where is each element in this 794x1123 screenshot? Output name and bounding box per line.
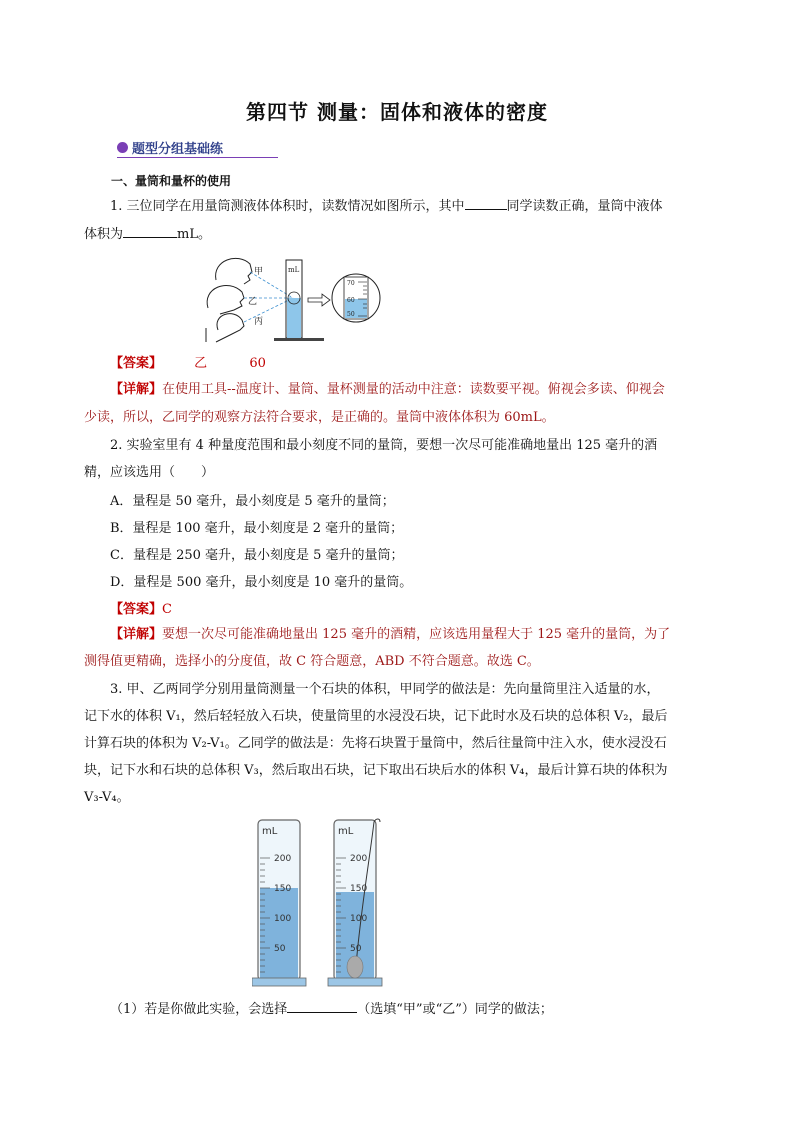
left-tick-150: 150	[274, 884, 292, 894]
q1-blank-1[interactable]	[465, 195, 507, 210]
q3-sub1	[84, 996, 714, 1023]
right-unit: mL	[338, 826, 354, 837]
left-tick-50: 50	[274, 944, 286, 954]
stone-icon	[347, 956, 363, 978]
bullet-dot-icon	[117, 142, 128, 153]
question-3-line-3: 计算石块的体积为 V₂-V₁。乙同学的做法是：先将石块置于量筒中，然后往量筒中注入水，使水浸没石	[84, 736, 667, 751]
question-3-line-4: 块，记下水和石块的总体积 V₃，然后取出石块，记下取出石块后水的体积 V₄，最后计算石块的体积为	[84, 763, 668, 778]
q3-sub1-blank[interactable]	[287, 998, 357, 1013]
section-underline	[117, 157, 278, 158]
zoom-tick-50: 50	[347, 311, 355, 318]
q1-detail-text-1: 在使用工具--温度计、量筒、量杯测量的活动中注意：读数要平视。俯视会多读、仰视会	[162, 382, 665, 397]
question-3-line-5: V₃-V₄。	[84, 790, 130, 805]
question-3-line-1: 3. 甲、乙两同学分别用量筒测量一个石块的体积，甲同学的做法是：先向量筒里注入适量的水，	[110, 682, 660, 697]
label-jia: 甲	[254, 267, 264, 277]
q1-text-a: 1. 三位同学在用量筒测液体体积时，读数情况如图所示，其中	[110, 199, 465, 214]
q2-detail-2: 测得值更精确，选择小的分度值，故 C 符合题意，ABD 不符合题意。故选 C。	[84, 654, 540, 669]
section-header	[117, 138, 223, 157]
q3-figure	[252, 816, 402, 988]
left-tick-200: 200	[274, 854, 292, 864]
page-title: 第四节 测量：固体和液体的密度	[246, 100, 548, 124]
zoom-arrow-icon	[308, 294, 330, 306]
zoom-tick-70: 70	[347, 280, 355, 287]
right-tick-150: 150	[350, 884, 368, 894]
q1-text-c: 体积为	[84, 227, 124, 242]
zoom-tick-60: 60	[347, 297, 355, 304]
q2-answer-tag: 【答案】	[110, 602, 163, 617]
question-3-line-2: 记下水的体积 V₁，然后轻轻放入石块，使量筒里的水浸没石块，记下此时水及石块的总体积 V₂，最后	[84, 709, 668, 724]
q1-answer-row	[110, 352, 266, 371]
q2-option-c: C．量程是 250 毫升，最小刻度是 5 毫升的量筒；	[110, 548, 404, 563]
section-label: 题型分组基础练	[132, 142, 224, 157]
label-yi: 乙	[248, 297, 258, 307]
q1-detail-1	[84, 376, 714, 403]
q1-figure	[198, 250, 388, 346]
question-2-line-1: 2. 实验室里有 4 种量度范围和最小刻度不同的量筒，要想一次尽可能准确地量出 125 毫升的酒	[110, 438, 658, 453]
subheading: 一、量筒和量杯的使用	[111, 174, 232, 188]
left-unit: mL	[262, 826, 278, 837]
q1-blank-2[interactable]	[123, 223, 177, 238]
q1-detail-tag: 【详解】	[110, 382, 163, 397]
q1-text-b: 同学读数正确，量筒中液体	[506, 199, 663, 214]
question-1-line-1	[84, 193, 714, 220]
q1-answer-tag: 【答案】	[110, 356, 163, 371]
right-tick-50: 50	[350, 944, 362, 954]
q1-text-d: mL。	[177, 227, 211, 242]
students-drawing	[206, 258, 252, 342]
cylinder-unit: mL	[288, 266, 300, 274]
question-2-line-2: 精，应该选用（ ）	[84, 465, 215, 480]
cylinder-left	[252, 820, 306, 986]
right-tick-200: 200	[350, 854, 368, 864]
q2-detail-1	[84, 621, 714, 648]
left-tick-100: 100	[274, 914, 292, 924]
cylinder-base	[274, 338, 324, 341]
q2-option-a: A．量程是 50 毫升，最小刻度是 5 毫升的量筒；	[110, 494, 395, 509]
q3-sub1-text-b: （选填“甲”或“乙”）同学的做法；	[357, 1002, 553, 1017]
label-bing: 丙	[254, 317, 264, 327]
right-tick-100: 100	[350, 914, 368, 924]
q2-option-d: D．量程是 500 毫升，最小刻度是 10 毫升的量筒。	[110, 575, 413, 590]
q2-option-b: B．量程是 100 毫升，最小刻度是 2 毫升的量筒；	[110, 521, 404, 536]
q2-answer-value: C	[162, 602, 172, 617]
question-1-line-2	[84, 221, 714, 248]
q2-answer-row	[110, 598, 172, 617]
q1-answer-1: 乙	[194, 356, 208, 371]
q1-detail-2: 少读，所以，乙同学的观察方法符合要求，是正确的。量筒中液体体积为 60mL。	[84, 410, 555, 425]
q3-sub1-text-a: （1）若是你做此实验，会选择	[110, 1002, 288, 1017]
q1-answer-2: 60	[249, 356, 266, 371]
q2-detail-text-1: 要想一次尽可能准确地量出 125 毫升的酒精，应该选用量程大于 125 毫升的量筒，为了	[162, 627, 671, 642]
q2-detail-tag: 【详解】	[110, 627, 163, 642]
